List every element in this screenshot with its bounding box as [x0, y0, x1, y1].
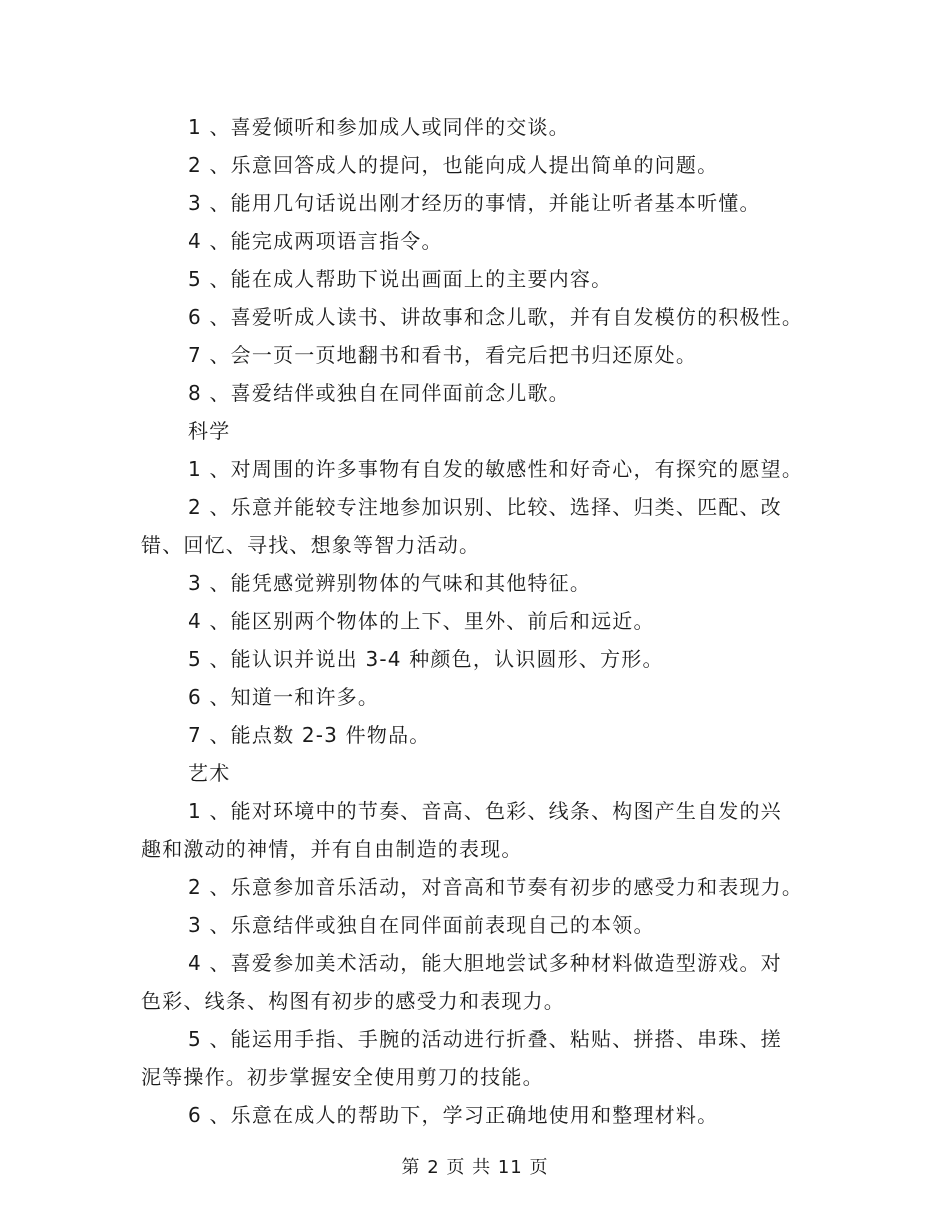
text-line: 2 、乐意并能较专注地参加识别、比较、选择、归类、匹配、改	[188, 495, 782, 519]
document-body	[141, 108, 821, 1134]
text-line: 3 、能用几句话说出刚才经历的事情，并能让听者基本听懂。	[188, 191, 761, 215]
text-line: 泥等操作。初步掌握安全使用剪刀的技能。	[141, 1065, 544, 1089]
text-line: 6 、喜爱听成人读书、讲故事和念儿歌，并有自发模仿的积极性。	[188, 305, 804, 329]
text-line: 3 、能凭感觉辨别物体的气味和其他特征。	[188, 571, 592, 595]
text-line: 错、回忆、寻找、想象等智力活动。	[141, 533, 481, 557]
text-line: 6 、知道一和许多。	[188, 685, 380, 709]
text-line: 7 、能点数 2-3 件物品。	[188, 723, 431, 747]
text-line: 色彩、线条、构图有初步的感受力和表现力。	[141, 989, 565, 1013]
text-line: 科学	[188, 419, 231, 443]
text-line: 3 、乐意结伴或独自在同伴面前表现自己的本领。	[188, 913, 655, 937]
page-footer: 第 2 页 共 11 页	[401, 1157, 549, 1178]
text-line: 2 、乐意回答成人的提问，也能向成人提出简单的问题。	[188, 153, 719, 177]
text-line: 4 、喜爱参加美术活动，能大胆地尝试多种材料做造型游戏。对	[188, 951, 782, 975]
text-line: 2 、乐意参加音乐活动，对音高和节奏有初步的感受力和表现力。	[188, 875, 804, 899]
text-line: 艺术	[188, 761, 231, 785]
text-line: 趣和激动的神情，并有自由制造的表现。	[141, 837, 523, 861]
text-line: 7 、会一页一页地翻书和看书，看完后把书归还原处。	[188, 343, 698, 367]
text-line: 6 、乐意在成人的帮助下，学习正确地使用和整理材料。	[188, 1103, 719, 1127]
text-line: 5 、能运用手指、手腕的活动进行折叠、粘贴、拼搭、串珠、搓	[188, 1027, 782, 1051]
text-line: 1 、喜爱倾听和参加成人或同伴的交谈。	[188, 115, 570, 139]
text-line: 1 、对周围的许多事物有自发的敏感性和好奇心，有探究的愿望。	[188, 457, 804, 481]
text-line: 4 、能区别两个物体的上下、里外、前后和远近。	[188, 609, 655, 633]
text-line: 4 、能完成两项语言指令。	[188, 229, 443, 253]
text-line: 8 、喜爱结伴或独自在同伴面前念儿歌。	[188, 381, 570, 405]
text-line: 5 、能认识并说出 3-4 种颜色，认识圆形、方形。	[188, 647, 664, 671]
text-line: 5 、能在成人帮助下说出画面上的主要内容。	[188, 267, 613, 291]
text-line: 1 、能对环境中的节奏、音高、色彩、线条、构图产生自发的兴	[188, 799, 782, 823]
